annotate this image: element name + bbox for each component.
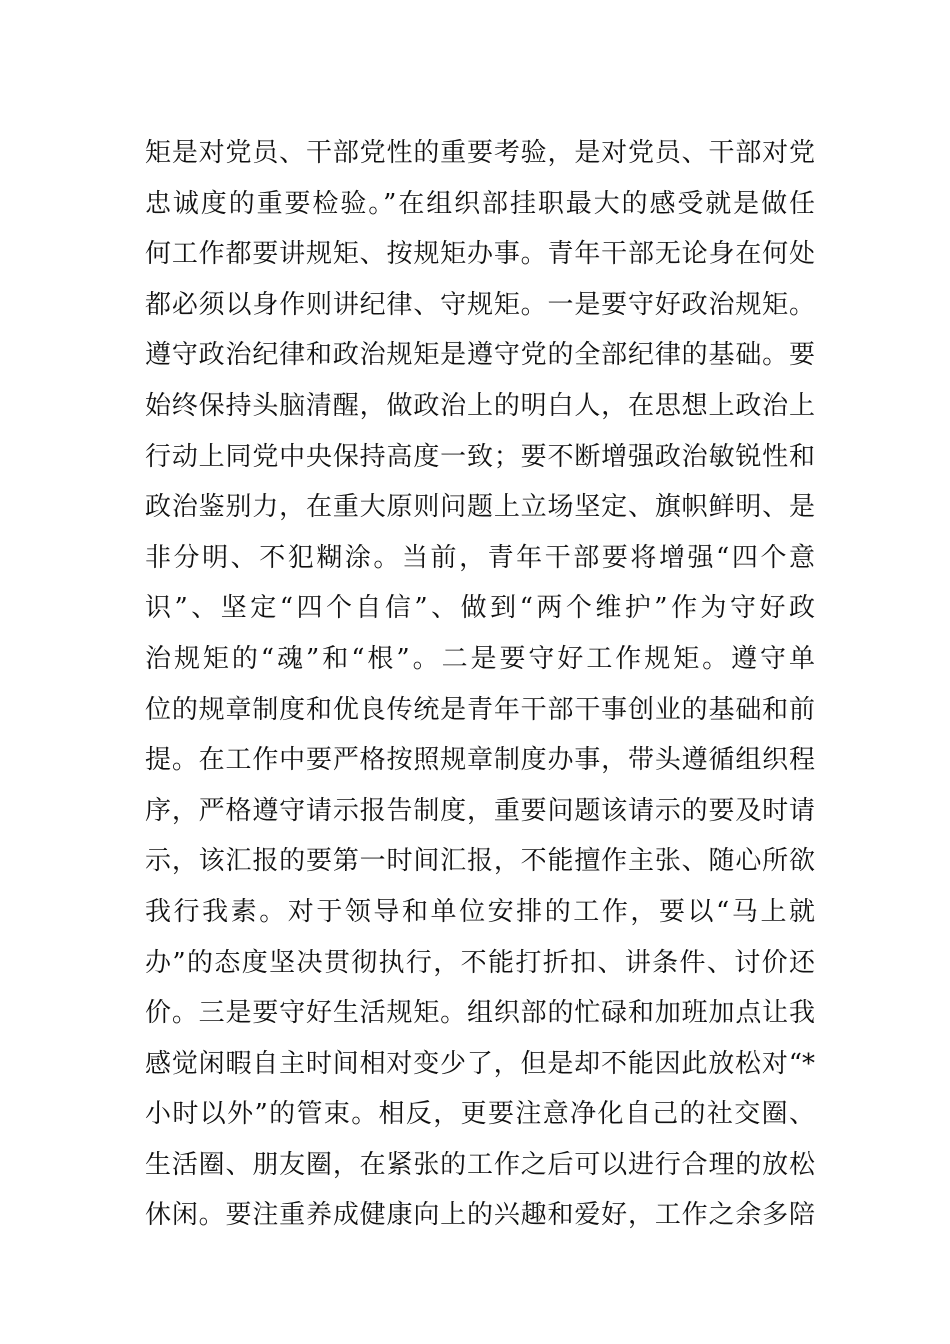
text-line-18: 价。三是要守好生活规矩。组织部的忙碌和加班加点让我 <box>145 998 815 1029</box>
text-line-17: 办”的态度坚决贯彻执行，不能打折扣、讲条件、讨价还 <box>145 947 815 978</box>
body-text <box>145 128 815 1241</box>
text-line-11: 治规矩的“魂”和“根”。二是要守好工作规矩。遵守单 <box>145 643 815 674</box>
text-line-22: 休闲。要注重养成健康向上的兴趣和爱好，工作之余多陪 <box>145 1200 815 1231</box>
text-line-21: 生活圈、朋友圈，在紧张的工作之后可以进行合理的放松 <box>145 1149 815 1180</box>
text-line-9: 非分明、不犯糊涂。当前，青年干部要将增强“四个意 <box>145 542 815 573</box>
text-line-4: 都必须以身作则讲纪律、守规矩。一是要守好政治规矩。 <box>145 289 815 320</box>
text-line-14: 序，严格遵守请示报告制度，重要问题该请示的要及时请 <box>145 795 815 826</box>
text-line-10: 识”、坚定“四个自信”、做到“两个维护”作为守好政 <box>145 593 815 624</box>
text-line-2: 忠诚度的重要检验。”在组织部挂职最大的感受就是做任 <box>145 188 815 219</box>
text-line-15: 示，该汇报的要第一时间汇报，不能擅作主张、随心所欲 <box>145 846 815 877</box>
text-line-8: 政治鉴别力，在重大原则问题上立场坚定、旗帜鲜明、是 <box>145 492 815 523</box>
text-line-16: 我行我素。对于领导和单位安排的工作，要以“马上就 <box>145 896 815 927</box>
text-line-3: 何工作都要讲规矩、按规矩办事。青年干部无论身在何处 <box>145 239 815 270</box>
text-line-7: 行动上同党中央保持高度一致；要不断增强政治敏锐性和 <box>145 441 815 472</box>
text-line-12: 位的规章制度和优良传统是青年干部干事创业的基础和前 <box>145 694 815 725</box>
text-line-6: 始终保持头脑清醒，做政治上的明白人，在思想上政治上 <box>145 390 815 421</box>
text-line-1: 矩是对党员、干部党性的重要考验，是对党员、干部对党 <box>145 138 815 168</box>
text-line-19: 感觉闲暇自主时间相对变少了，但是却不能因此放松对“* <box>145 1048 815 1079</box>
text-line-20: 小时以外”的管束。相反，更要注意净化自己的社交圈、 <box>145 1099 815 1130</box>
text-line-13: 提。在工作中要严格按照规章制度办事，带头遵循组织程 <box>145 745 815 776</box>
text-line-5: 遵守政治纪律和政治规矩是遵守党的全部纪律的基础。要 <box>145 340 815 371</box>
